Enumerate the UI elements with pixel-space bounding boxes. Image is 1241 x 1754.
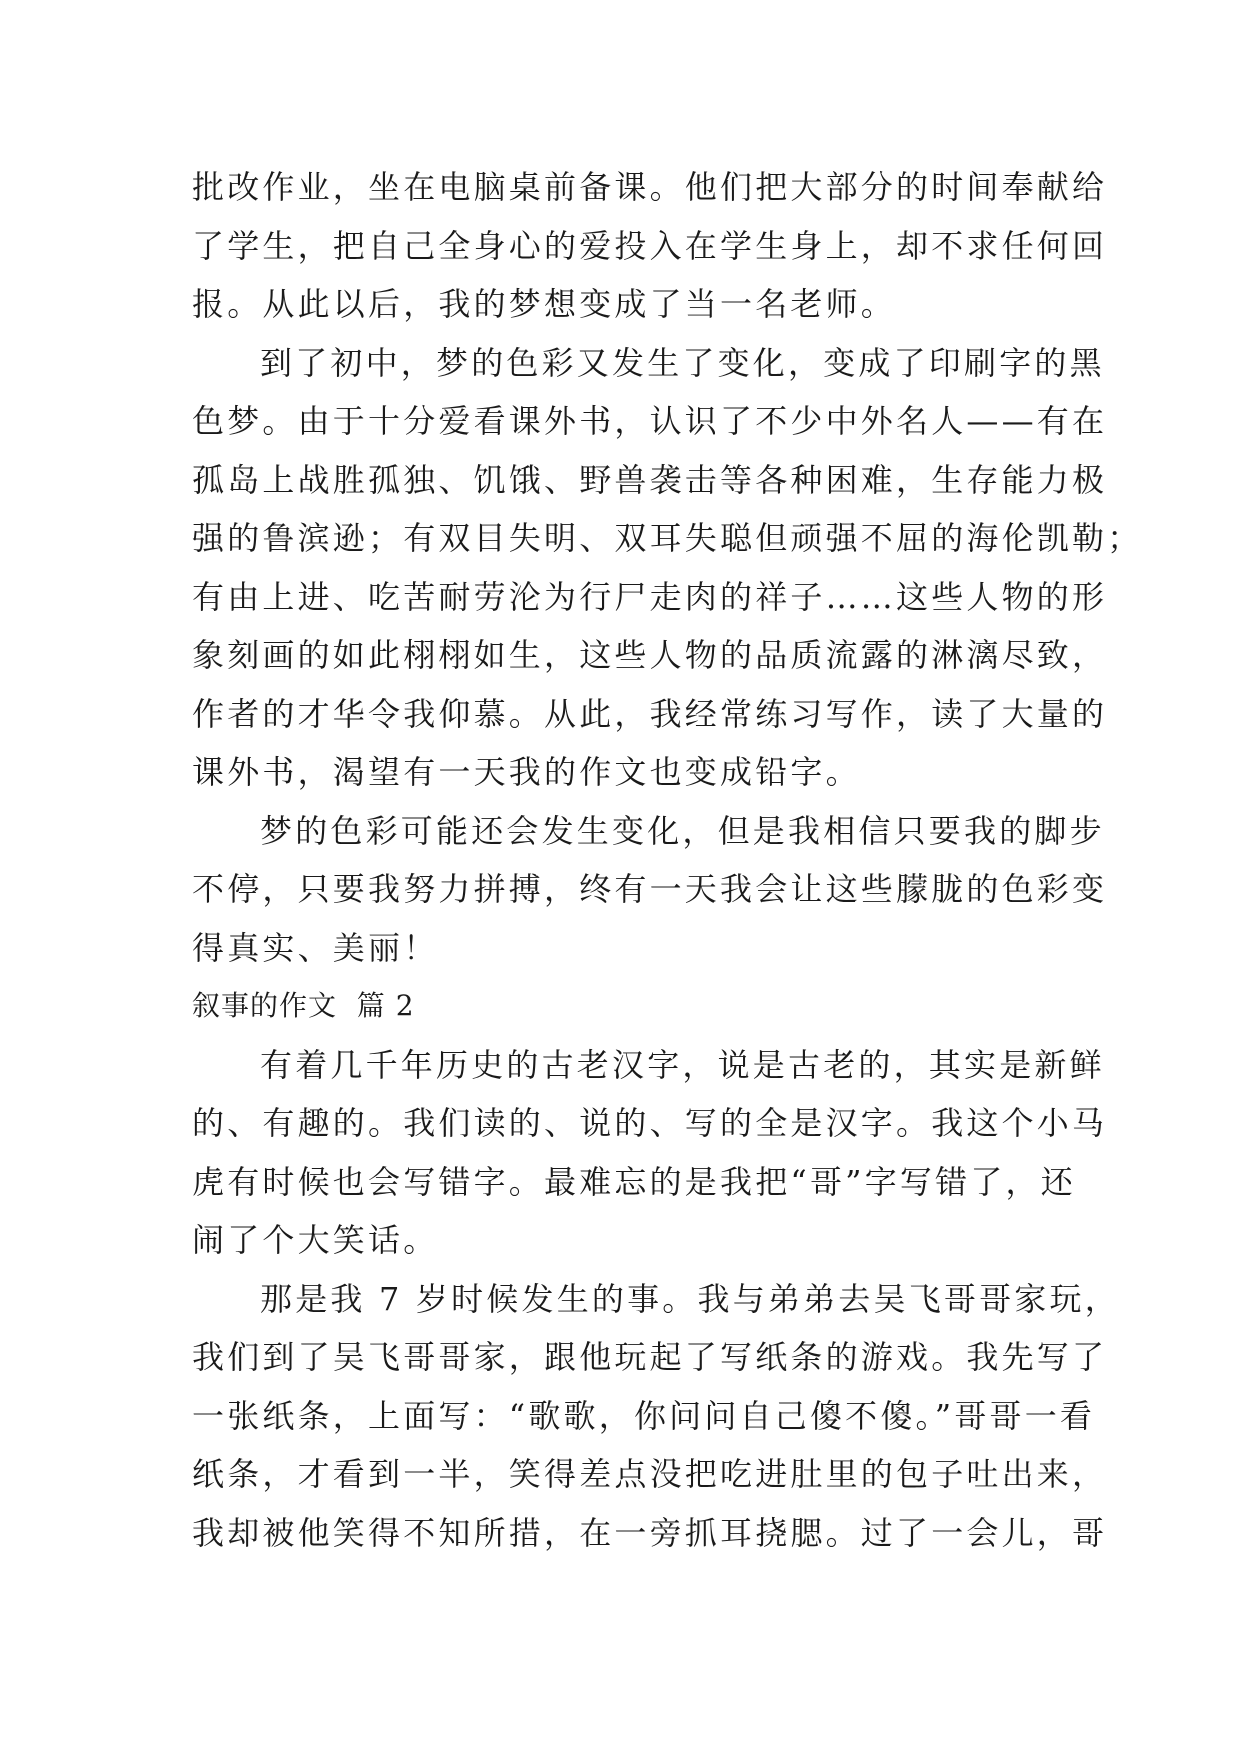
document-page	[192, 158, 1143, 1562]
text-line: 批改作业，坐在电脑桌前备课。他们把大部分的时间奉献给	[192, 168, 1108, 206]
text-line: 我们到了吴飞哥哥家，跟他玩起了写纸条的游戏。我先写了	[192, 1338, 1108, 1376]
text-line: 那是我 7 岁时候发生的事。我与弟弟去吴飞哥哥家玩，	[260, 1279, 1120, 1318]
text-line: 一张纸条，上面写：“歌歌，你问问自己傻不傻。”哥哥一看	[192, 1396, 1096, 1435]
text-line: 有由上进、吃苦耐劳沦为行尸走肉的祥子……这些人物的形	[192, 577, 1108, 616]
paragraph-1	[192, 158, 1108, 334]
text-line: 梦的色彩可能还会发生变化，但是我相信只要我的脚步	[260, 811, 1105, 850]
text-line: 闹了个大笑话。	[192, 1221, 439, 1259]
text-line: 了学生，把自己全身心的爱投入在学生身上，却不求任何回	[192, 226, 1108, 265]
text-line: 象刻画的如此栩栩如生，这些人物的品质流露的淋漓尽致，	[192, 636, 1108, 674]
paragraph-4	[192, 1036, 1108, 1270]
text-line: 孤岛上战胜孤独、饥饿、野兽袭击等各种困难，生存能力极	[192, 460, 1108, 499]
text-line: 我却被他笑得不知所措，在一旁抓耳挠腮。过了一会儿，哥	[192, 1513, 1108, 1552]
text-line: 有着几千年历史的古老汉字，说是古老的，其实是新鲜	[260, 1045, 1105, 1084]
text-line: 纸条，才看到一半，笑得差点没把吃进肚里的包子吐出来，	[192, 1455, 1108, 1493]
text-line: 强的鲁滨逊；有双目失明、双耳失聪但顽强不屈的海伦凯勒；	[192, 519, 1143, 557]
text-line: 不停，只要我努力拼搏，终有一天我会让这些朦胧的色彩变	[192, 870, 1108, 908]
paragraph-3	[192, 802, 1108, 978]
section-heading: 叙事的作文 篇 2	[192, 989, 415, 1022]
paragraph-2	[192, 334, 1143, 802]
text-line: 得真实、美丽！	[192, 928, 439, 967]
text-line: 课外书，渴望有一天我的作文也变成铅字。	[192, 753, 861, 791]
text-line: 的、有趣的。我们读的、说的、写的全是汉字。我这个小马	[192, 1104, 1108, 1142]
text-line: 虎有时候也会写错字。最难忘的是我把“哥”字写错了，还	[192, 1162, 1076, 1201]
text-line: 色梦。由于十分爱看课外书，认识了不少中外名人——有在	[192, 402, 1108, 440]
text-line: 作者的才华令我仰慕。从此，我经常练习写作，读了大量的	[192, 694, 1108, 733]
text-line: 报。从此以后，我的梦想变成了当一名老师。	[192, 285, 897, 323]
text-line: 到了初中，梦的色彩又发生了变化，变成了印刷字的黑	[260, 343, 1105, 382]
paragraph-5	[192, 1270, 1120, 1563]
